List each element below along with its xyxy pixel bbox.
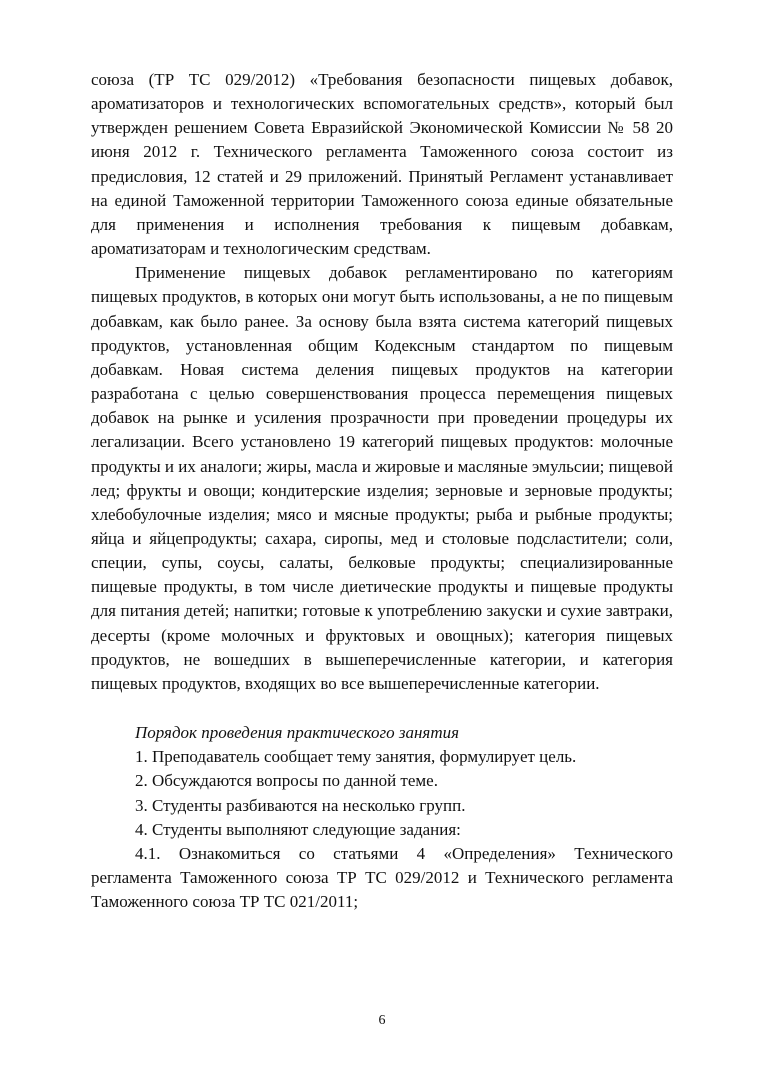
paragraph-1: союза (ТР ТС 029/2012) «Требования безопасности пищевых добавок, ароматизаторов и технологических вспомогательных средств», который был утвержден решением Совета Евразийской Экономической Комиссии № 58 20 июня 2012 г. Технического регламента Таможенного союза состоит из предисловия, 12 статей и 29 приложений. Принятый Регламент устанавливает на единой Таможенной территории Таможенного союза единые обязательные для применения и исполнения требования к пищевым добавкам, ароматизаторам и технологическим средствам. (91, 70, 673, 259)
section-heading: Порядок проведения практического занятия (135, 723, 460, 743)
list-item-4-1: 4.1. Ознакомиться со статьями 4 «Определения» Технического регламента Таможенного союза ТР ТС 029/2012 и Технического регламента Таможенного союза ТР ТС 021/2011; (91, 843, 673, 912)
section-gap (91, 696, 673, 721)
list-item-1: 1. Преподаватель сообщает тему занятия, формулирует цель. (135, 747, 577, 767)
page-content (91, 68, 673, 914)
page-number: 6 (378, 1013, 386, 1028)
list-item-4: 4. Студенты выполняют следующие задания: (135, 819, 461, 839)
list-item-3: 3. Студенты разбиваются на несколько групп. (135, 795, 466, 815)
paragraph-2: Применение пищевых добавок регламентировано по категориям пищевых продуктов, в которых они могут быть использованы, а не по пищевым добавкам, как было ранее. За основу была взята система категорий пищевых продуктов, установленная общим Кодексным стандартом по пищевым добавкам. Новая система деления пищевых продуктов на категории разработана с целью совершенствования процесса перемещения пищевых добавок на рынке и усиления прозрачности при проведении процедуры их легализации. Всего установлено 19 категорий пищевых продуктов: молочные продукты и их аналоги; жиры, масла и жировые и масляные эмульсии; пищевой лед; фрукты и овощи; кондитерские изделия; зерновые и зерновые продукты; хлебобулочные изделия; мясо и мясные продукты; рыба и рыбные продукты; яйца и яйцепродукты; сахара, сиропы, мед и столовые подсластители; соли, специи, супы, соусы, салаты, белковые продукты; специализированные пищевые продукты, в том числе диетические продукты и пищевые продукты для питания детей; напитки; готовые к употреблению закуски и сухие завтраки, десерты (кроме молочных и фруктовых и овощных); категория пищевых продуктов, не вошедших в вышеперечисленные категории, и категория пищевых продуктов, входящих во все вышеперечисленные категории. (91, 263, 673, 693)
list-item-2: 2. Обсуждаются вопросы по данной теме. (135, 771, 438, 791)
